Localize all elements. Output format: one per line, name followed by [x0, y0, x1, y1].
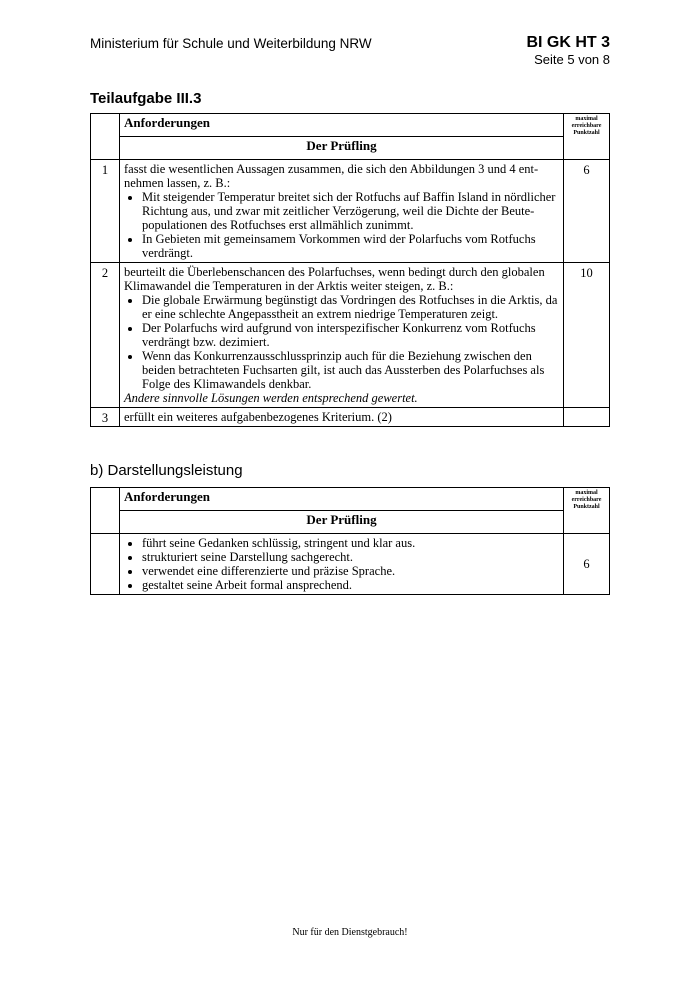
- row-points: 6: [564, 534, 610, 595]
- list-item: • gestaltet seine Arbeit formal ansprechend.: [142, 578, 559, 592]
- section-b-title: b) Darstellungsleistung: [90, 462, 243, 479]
- list-item: • verwendet eine differenzierte und präzise Sprache.: [142, 564, 559, 578]
- task-title: Teilaufgabe III.3: [90, 90, 202, 107]
- presentation-table: [90, 487, 610, 595]
- header-max-points: maximal erreichbare Punktzahl: [564, 488, 610, 534]
- bullet-list: [124, 293, 559, 391]
- row-content: [120, 263, 564, 408]
- page-number: Seite 5 von 8: [534, 52, 610, 67]
- list-item: • Mit steigender Temperatur breitet sich der Rotfuchs auf Baffin Island in nördlicher Richtung aus, und zwar mit zeitlicher Verzögerung, weil die Dichte der Beute-populationen des Rotfuchses erst allmählich zunimmt.: [142, 190, 559, 232]
- row-intro: beurteilt die Überlebenschancen des Polarfuchses, wenn bedingt durch den globalen Klimawandel die Temperaturen in der Arktis weiter steigen, z. B.:: [124, 265, 545, 293]
- list-item: • Wenn das Konkurrenzausschlussprinzip auch für die Beziehung zwischen den beiden betrachteten Fuchsarten gilt, ist auch das Aussterben des Polarfuchses als Folge des Klimawandels denkbar.: [142, 349, 559, 391]
- row-content: [120, 534, 564, 595]
- list-item: • führt seine Gedanken schlüssig, stringent und klar aus.: [142, 536, 559, 550]
- footer-note: Nur für den Dienstgebrauch!: [292, 927, 408, 938]
- row-content: [120, 160, 564, 263]
- ministry-name: Ministerium für Schule und Weiterbildung NRW: [90, 36, 372, 51]
- row-intro: fasst die wesentlichen Aussagen zusammen, die sich den Abbildungen 3 und 4 ent-nehmen lassen, z. B.:: [124, 162, 539, 190]
- row-note: Andere sinnvolle Lösungen werden entsprechend gewertet.: [124, 391, 418, 405]
- row-intro: erfüllt ein weiteres aufgabenbezogenes Kriterium. (2): [124, 410, 392, 424]
- table-row: [91, 160, 610, 263]
- table-row: [91, 534, 610, 595]
- list-item: • Die globale Erwärmung begünstigt das Vordringen des Rotfuchses in die Arktis, da er eine schlechte Angepasstheit an extrem niedrige Temperaturen zeigt.: [142, 293, 559, 321]
- table-row: [91, 408, 610, 427]
- bullet-list: [124, 190, 559, 260]
- header-empty-cell: [91, 114, 120, 160]
- table-row: [91, 263, 610, 408]
- bullet-list: [124, 536, 559, 592]
- header-student: Der Prüfling: [120, 137, 564, 160]
- list-item: • Der Polarfuchs wird aufgrund von interspezifischer Konkurrenz vom Rotfuchs verdrängt bzw. dezimiert.: [142, 321, 559, 349]
- document-code: BI GK HT 3: [526, 34, 610, 51]
- list-item: • In Gebieten mit gemeinsamem Vorkommen wird der Polarfuchs vom Rotfuchs verdrängt.: [142, 232, 559, 260]
- row-content: [120, 408, 564, 427]
- list-item: • strukturiert seine Darstellung sachgerecht.: [142, 550, 559, 564]
- row-number: 1: [91, 160, 120, 263]
- row-points: 10: [564, 263, 610, 408]
- header-requirements: Anforderungen: [120, 488, 564, 511]
- row-number: [91, 534, 120, 595]
- row-points: 6: [564, 160, 610, 263]
- header-requirements: Anforderungen: [120, 114, 564, 137]
- document-code-block: [526, 34, 610, 68]
- row-points: [564, 408, 610, 427]
- requirements-table: [90, 113, 610, 427]
- row-number: 2: [91, 263, 120, 408]
- header-student: Der Prüfling: [120, 511, 564, 534]
- header-max-points: maximal erreichbare Punktzahl: [564, 114, 610, 160]
- row-number: 3: [91, 408, 120, 427]
- header-empty-cell: [91, 488, 120, 534]
